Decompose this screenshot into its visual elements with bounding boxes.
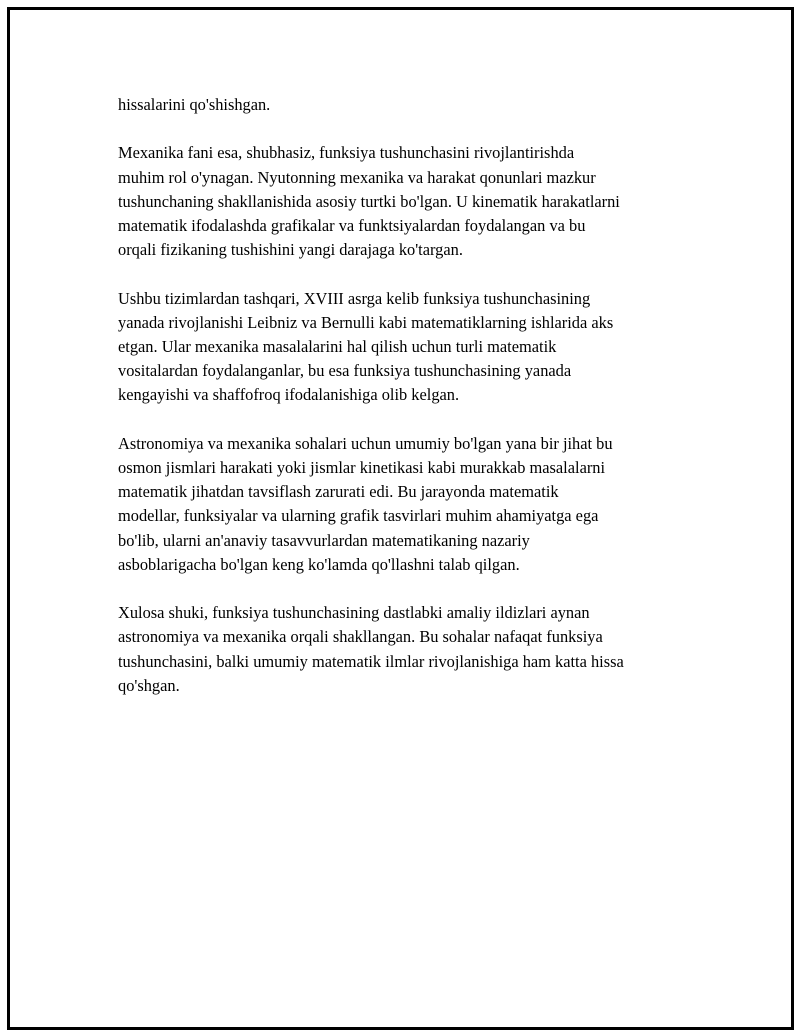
paragraph-1 — [118, 93, 698, 117]
text-line: muhim rol o'ynagan. Nyutonning mexanika va harakat qonunlari mazkur — [118, 167, 596, 187]
text-line: Mexanika fani esa, shubhasiz, funksiya tushunchasini rivojlantirishda — [118, 143, 575, 163]
text-line: astronomiya va mexanika orqali shakllangan. Bu sohalar nafaqat funksiya — [118, 627, 603, 647]
text-line: modellar, funksiyalar va ularning grafik tasvirlari muhim ahamiyatga ega — [118, 506, 599, 526]
text-line: Astronomiya va mexanika sohalari uchun umumiy bo'lgan yana bir jihat bu — [118, 433, 613, 453]
document-body — [118, 93, 698, 722]
text-line: kengayishi va shaffofroq ifodalanishiga olib kelgan. — [118, 385, 460, 405]
paragraph-2 — [118, 141, 698, 262]
text-line: bo'lib, ularni an'anaviy tasavvurlardan matematikaning nazariy — [118, 530, 530, 550]
text-line: osmon jismlari harakati yoki jismlar kinetikasi kabi murakkab masalalarni — [118, 458, 606, 477]
text-line: hissalarini qo'shishgan. — [118, 95, 271, 114]
text-line: asboblarigacha bo'lgan keng ko'lamda qo'llashni talab qilgan. — [118, 554, 520, 574]
paragraph-3 — [118, 287, 698, 408]
text-line: Xulosa shuki, funksiya tushunchasining dastlabki amaliy ildizlari aynan — [118, 603, 590, 623]
text-line: orqali fizikaning tushishini yangi darajaga ko'targan. — [118, 240, 463, 260]
text-line: matematik jihatdan tavsiflash zarurati edi. Bu jarayonda matematik — [118, 482, 559, 502]
paragraph-5 — [118, 601, 698, 698]
text-line: tushunchasini, balki umumiy matematik ilmlar rivojlanishiga ham katta hissa — [118, 651, 624, 671]
text-line: vositalardan foydalanganlar, bu esa funksiya tushunchasining yanada — [118, 361, 572, 381]
text-line: Ushbu tizimlardan tashqari, XVIII asrga kelib funksiya tushunchasining — [118, 288, 591, 308]
text-line: yanada rivojlanishi Leibniz va Bernulli kabi matematiklarning ishlarida aks — [118, 312, 614, 332]
text-line: tushunchaning shakllanishida asosiy turtki bo'lgan. U kinematik harakatlarni — [118, 191, 620, 211]
text-line: etgan. Ular mexanika masalalarini hal qilish uchun turli matematik — [118, 337, 557, 356]
text-line: qo'shgan. — [118, 675, 180, 695]
paragraph-4 — [118, 432, 698, 577]
text-line: matematik ifodalashda grafikalar va funktsiyalardan foydalangan va bu — [118, 216, 586, 235]
